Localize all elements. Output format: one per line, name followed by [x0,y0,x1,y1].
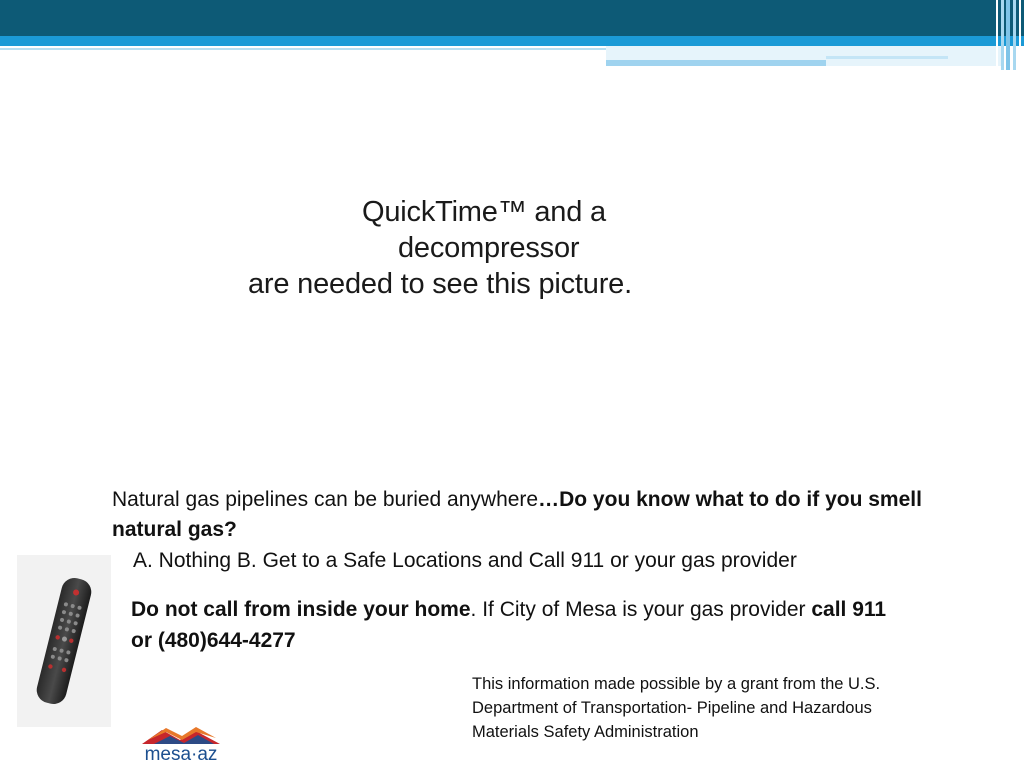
header-rule [0,48,606,50]
question-plain: Natural gas pipelines can be buried anywhere [112,488,539,511]
question-bold: …Do you know what to do if you smell natural gas? [112,488,922,541]
grant-line-3: Materials Safety Administration [472,723,699,741]
grant-note [472,672,992,744]
advice-plain: . If City of Mesa is your gas provider [470,598,812,621]
remote-control-image [17,555,111,727]
header-band [0,0,1024,36]
mesa-logo-mark-icon [136,724,226,746]
answer-options: A. Nothing B. Get to a Safe Locations and Call 911 or your gas provider [133,549,797,572]
placeholder-line-2: decompressor [398,232,580,264]
advice-bold-2: call 911 or (480)644-4277 [131,598,887,652]
header-tab-bar [606,60,826,66]
remote-control-icon [17,555,111,727]
placeholder-line-3: are needed to see this picture. [248,268,632,300]
question-text [112,485,972,545]
advice-bold-1: Do not call from inside your home [131,598,471,621]
placeholder-line-1: QuickTime™ and a [362,196,606,228]
mesa-az-logo [136,724,226,768]
header-tab-line [826,56,948,59]
media-placeholder-message [230,194,790,302]
header-accent-band [0,36,1024,46]
grant-line-1: This information made possible by a grant from the U.S. [472,675,881,693]
header-stripes [994,0,1024,70]
safety-advice [131,594,901,656]
grant-line-2: Department of Transportation- Pipeline and Hazardous [472,699,872,717]
logo-text: mesa·az [144,744,218,765]
